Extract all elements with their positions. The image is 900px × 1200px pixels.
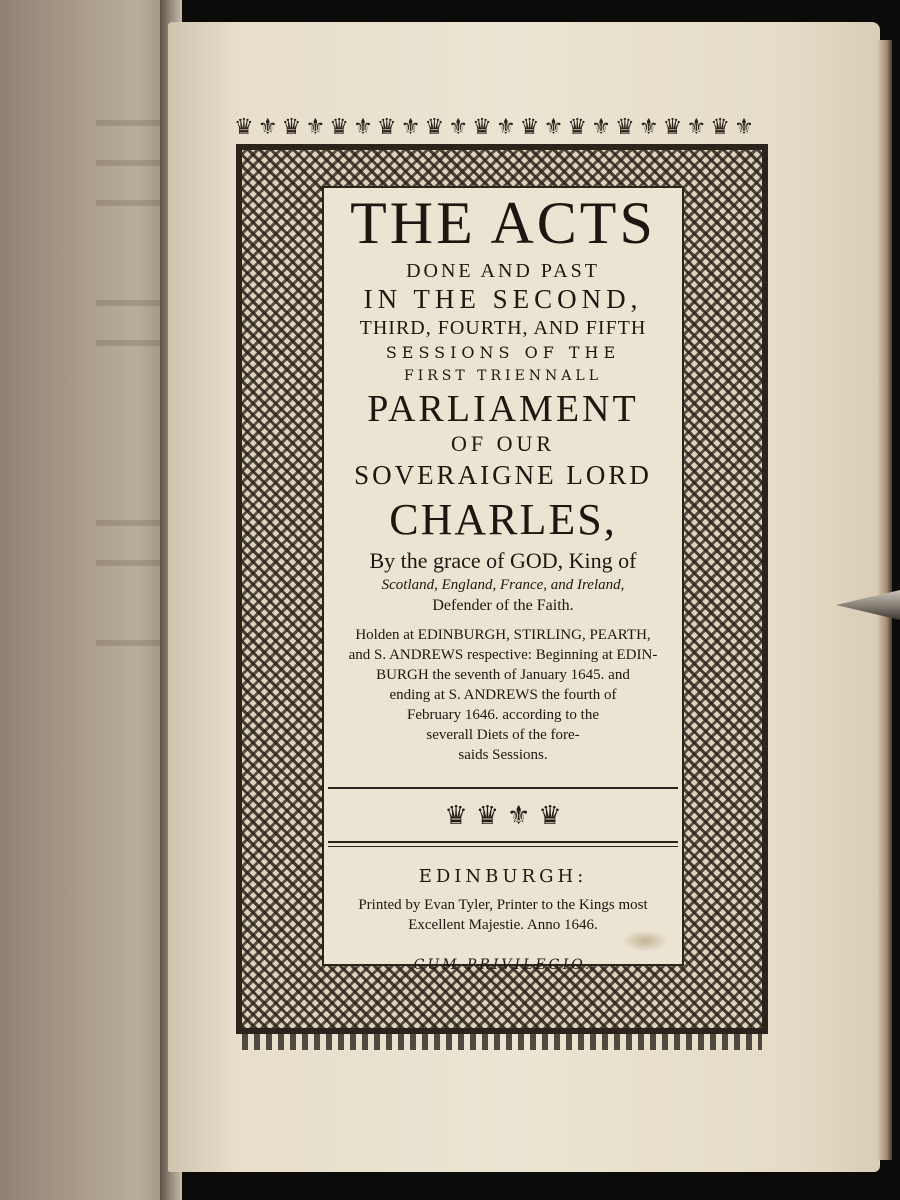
bleed-through-text <box>96 120 166 126</box>
bleed-through-text <box>96 300 166 306</box>
crown-icon: ♛ <box>662 115 683 140</box>
thistle-icon: ⚜ <box>400 115 421 140</box>
thistle-icon: ⚜ <box>638 115 659 140</box>
holden-line: severall Diets of the fore- <box>426 727 580 743</box>
crown-icon: ♛ <box>376 115 397 140</box>
thistle-icon: ⚜ <box>257 115 278 140</box>
ink-stain <box>622 930 668 952</box>
holden-paragraph <box>318 625 688 765</box>
crown-icon: ♛ <box>710 115 730 140</box>
divider-rule <box>328 787 678 789</box>
holden-line: ending at S. ANDREWS the fourth of <box>389 687 617 703</box>
crown-icon: ♛ <box>538 801 562 831</box>
crown-icon: ♛ <box>615 115 635 140</box>
thistle-icon: ⚜ <box>448 115 469 140</box>
crown-icon: ♛ <box>472 115 492 140</box>
divider-rule-thin <box>328 846 678 847</box>
crown-ornament-row <box>234 108 754 148</box>
bleed-through-text <box>96 160 166 166</box>
imprint-printer <box>318 895 688 935</box>
crown-icon: ♛ <box>475 801 499 831</box>
imprint-place: EDINBURGH: <box>418 866 588 887</box>
holden-line: February 1646. according to the <box>406 707 600 723</box>
holden-line: and S. ANDREWS respective: Beginning at EDIN- <box>348 647 658 663</box>
title-third: THIRD, FOURTH, AND FIFTH <box>359 317 647 339</box>
bleed-through-text <box>96 640 166 646</box>
thistle-icon: ⚜ <box>591 115 611 140</box>
crown-icon: ♛ <box>424 115 445 140</box>
cum-privilegio: CUM PRIVILEGIO. <box>413 957 593 973</box>
grace-line: By the grace of GOD, King of <box>369 548 637 573</box>
imprint-line: Printed by Evan Tyler, Printer to the Kings most <box>358 897 648 913</box>
border-bottom-pattern <box>242 1028 762 1050</box>
title-acts: THE ACTS <box>350 190 656 256</box>
imprint-line: Excellent Majestie. Anno 1646. <box>408 917 598 933</box>
title-charles: CHARLES, <box>389 495 617 544</box>
thistle-icon: ⚜ <box>507 801 531 831</box>
bleed-through-text <box>96 200 166 206</box>
thistle-icon: ⚜ <box>353 115 373 140</box>
thistle-icon: ⚜ <box>305 115 326 140</box>
realms-line: Scotland, England, France, and Ireland, <box>381 577 625 593</box>
crown-icon: ♛ <box>234 115 254 140</box>
bleed-through-text <box>96 520 166 526</box>
crown-icon: ♛ <box>329 115 349 140</box>
thistle-icon: ⚜ <box>495 115 516 140</box>
defender-line: Defender of the Faith. <box>432 597 574 614</box>
title-of-our: OF OUR <box>450 431 556 456</box>
thistle-icon: ⚜ <box>734 115 754 140</box>
bleed-through-text <box>96 560 166 566</box>
title-sessions: SESSIONS OF THE <box>385 343 621 362</box>
title-done: DONE AND PAST <box>406 260 600 282</box>
thistle-icon: ⚜ <box>543 115 564 140</box>
crown-icon: ♛ <box>281 115 302 140</box>
holden-line: Holden at EDINBURGH, STIRLING, PEARTH, <box>355 627 651 643</box>
holden-line: saids Sessions. <box>458 747 548 763</box>
title-soveraigne: SOVERAIGNE LORD <box>354 460 652 490</box>
title-second: IN THE SECOND, <box>363 284 643 314</box>
crown-icon: ♛ <box>519 115 540 140</box>
crown-icon: ♛ <box>444 801 468 831</box>
holden-line: BURGH the seventh of January 1645. and <box>376 667 630 683</box>
title-first: FIRST TRIENNALL <box>404 368 602 384</box>
thistle-icon: ⚜ <box>686 115 707 140</box>
divider-rule <box>328 841 678 843</box>
bleed-through-text <box>96 340 166 346</box>
crown-ornament-small <box>318 801 688 831</box>
crown-icon: ♛ <box>567 115 588 140</box>
title-block <box>318 183 688 973</box>
left-page <box>0 0 172 1200</box>
title-parliament: PARLIAMENT <box>367 388 639 430</box>
